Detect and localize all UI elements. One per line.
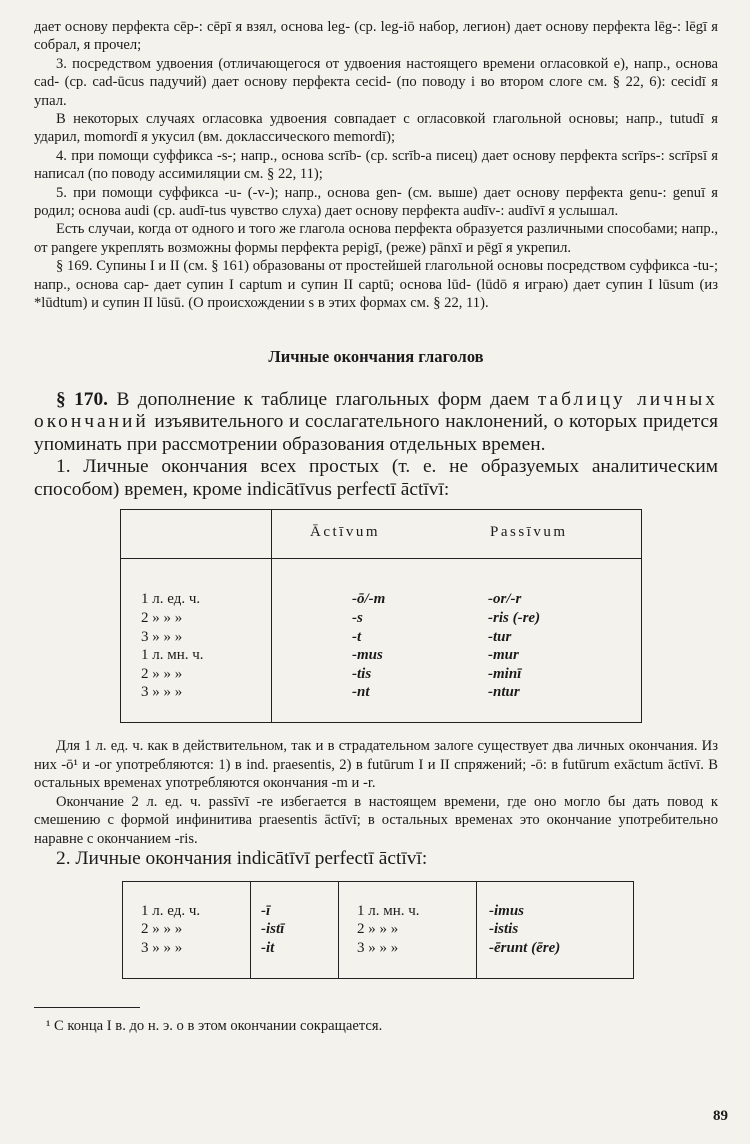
paragraph-supines: § 169. Супины I и II (см. § 161) образованы от простейшей глагольной основы посредством суффикса -tu-; напр., основа cap- дает супин I captum и супин II captū; основа lūd- (lūdō я играю) дает супин I lūsum (из *lūdtum) и супин II lūsū. (О происхождении s в этих формах см. § 22, 11). bbox=[34, 258, 718, 312]
person-row: 2 » » » bbox=[141, 665, 183, 682]
person-row: 2 » » » bbox=[357, 921, 399, 938]
paragraph-reduplication-vowel: В некоторых случаях огласовка удвоения совпадает с огласовкой глагольной основы; напр., tutudī я ударил, momordī я укусил (вм. доклассического memordī); bbox=[34, 111, 718, 146]
person-row: 2 » » » bbox=[141, 610, 183, 627]
endings-table-perfect bbox=[122, 881, 634, 979]
active-endings bbox=[352, 590, 385, 702]
active-ending: -ō/-m bbox=[352, 591, 386, 608]
footnote: ¹ С конца I в. до н. э. o в этом окончании сокращается. bbox=[46, 1017, 383, 1034]
top-paragraphs bbox=[34, 18, 718, 313]
paragraph-suffix-u: 5. при помощи суффикса -u- (-v-); напр., основа gen- (см. выше) дает основу перфекта genu-: genuī я родил; основа audi (ср. audī-tus чувство слуха) дает основу перфекта audīv-: audīvī я услышал. bbox=[34, 184, 718, 220]
active-ending: -mus bbox=[352, 647, 383, 664]
active-ending: -nt bbox=[352, 684, 370, 701]
person-row: 3 » » » bbox=[141, 939, 183, 956]
passive-ending: -ntur bbox=[488, 684, 520, 701]
singular-endings bbox=[251, 882, 339, 978]
section-heading: Личные окончания глаголов bbox=[268, 346, 484, 366]
person-row: 1 л. мн. ч. bbox=[141, 647, 204, 664]
persons-column bbox=[121, 510, 272, 722]
endings-columns bbox=[272, 510, 641, 722]
person-row: 3 » » » bbox=[357, 939, 399, 956]
person-row: 3 » » » bbox=[141, 684, 183, 701]
person-row: 2 » » » bbox=[141, 921, 183, 938]
passive-ending: -mur bbox=[488, 647, 519, 664]
perfect-ending: -istis bbox=[489, 921, 519, 938]
active-ending: -t bbox=[352, 628, 362, 645]
person-row: 1 л. ед. ч. bbox=[141, 591, 201, 608]
section-number: § 170. bbox=[56, 388, 109, 410]
perfect-ending: -ērunt (ēre) bbox=[489, 939, 561, 956]
passive-ending: -minī bbox=[488, 665, 522, 682]
book-page bbox=[34, 18, 718, 1035]
person-row: 1 л. ед. ч. bbox=[141, 902, 201, 919]
active-ending: -tis bbox=[352, 665, 372, 682]
paragraph-simple-tenses: 1. Личные окончания всех простых (т. е. не образуемых аналитическим способом) времен, кроме indicātīvus perfectī āctīvī: bbox=[34, 456, 718, 500]
paragraph-suffix-s: 4. при помощи суффикса -s-; напр., основа scrīb- (ср. scrīb-a писец) дает основу перфекта scrīps-: scrīpsī я написал (по поводу ассимиляции см. § 22, 11); bbox=[34, 147, 718, 183]
intro-spaced-text: таблицу личных окончаний bbox=[34, 388, 718, 433]
page-number: 89 bbox=[713, 1108, 728, 1124]
plural-persons bbox=[339, 882, 477, 978]
paragraph-multiple-formations: Есть случаи, когда от одного и того же глагола основа перфекта образуется различными способами; напр., от pangere укреплять возможны формы перфекта pepigī, (реже) pānxī и pēgī я укрепил. bbox=[34, 221, 718, 256]
note-second-person: Окончание 2 л. ед. ч. passīvī -re избегается в настоящем времени, где оно могло бы дать повод к смешению с формой инфинитива praesentis āctīvī; в остальных временах это окончание употребительно наравне с окончанием -ris. bbox=[34, 793, 718, 847]
paragraph-170 bbox=[34, 389, 718, 457]
perfect-endings-intro bbox=[34, 848, 718, 871]
perfect-ending: -imus bbox=[489, 902, 525, 919]
header-passivum: Passīvum bbox=[490, 524, 568, 541]
perfect-ending: -ī bbox=[261, 902, 271, 919]
singular-persons bbox=[123, 882, 251, 978]
intro-text-a: В дополнение к таблице глагольных форм даем bbox=[116, 388, 530, 410]
perfect-ending: -it bbox=[261, 939, 275, 956]
person-row: 3 » » » bbox=[141, 628, 183, 645]
plural-endings bbox=[477, 882, 633, 978]
paragraph-perfect-stems: дает основу перфекта cēp-: cēpī я взял, основа leg- (ср. leg-iō набор, легион) дает основу перфекта lēg-: lēgī я собрал, я прочел; bbox=[34, 19, 718, 54]
table-header-divider bbox=[272, 558, 641, 559]
table-header-divider bbox=[121, 558, 271, 559]
active-ending: -s bbox=[352, 610, 363, 627]
person-list bbox=[141, 590, 204, 702]
paragraph-perfect-endings: 2. Личные окончания indicātīvī perfectī āctīvī: bbox=[56, 847, 428, 869]
footnote-divider bbox=[34, 1007, 140, 1008]
table-notes bbox=[34, 737, 718, 847]
passive-ending: -tur bbox=[488, 628, 512, 645]
passive-endings bbox=[488, 590, 540, 702]
person-row: 1 л. мн. ч. bbox=[357, 902, 420, 919]
header-activum: Āctīvum bbox=[310, 524, 380, 541]
passive-ending: -or/-r bbox=[488, 591, 522, 608]
passive-ending: -ris (-re) bbox=[488, 610, 541, 627]
section-170-intro bbox=[34, 389, 718, 502]
intro-text-b: изъявительного и сослагательного наклонений, о которых придется упоминать при рассмотрении образования отдельных времен. bbox=[34, 411, 718, 455]
paragraph-reduplication: 3. посредством удвоения (отличающегося от удвоения настоящего времени огласовкой e), напр., основа cad- (ср. cad-ūcus падучий) дает основу перфекта cecid- (по поводу i во втором слоге см. § 22, 6): cecidī я упал. bbox=[34, 55, 718, 109]
endings-table-present bbox=[120, 509, 642, 723]
note-first-person: Для 1 л. ед. ч. как в действительном, так и в страдательном залоге существует два личных окончания. Из них -ō¹ и -or употребляются: 1) в ind. praesentis, 2) в futūrum I и II спряжений; -ō: в futūrum exāctum āctīvī. В остальных временах употребляются окончания -m и -r. bbox=[34, 738, 718, 792]
perfect-ending: -istī bbox=[261, 921, 285, 938]
